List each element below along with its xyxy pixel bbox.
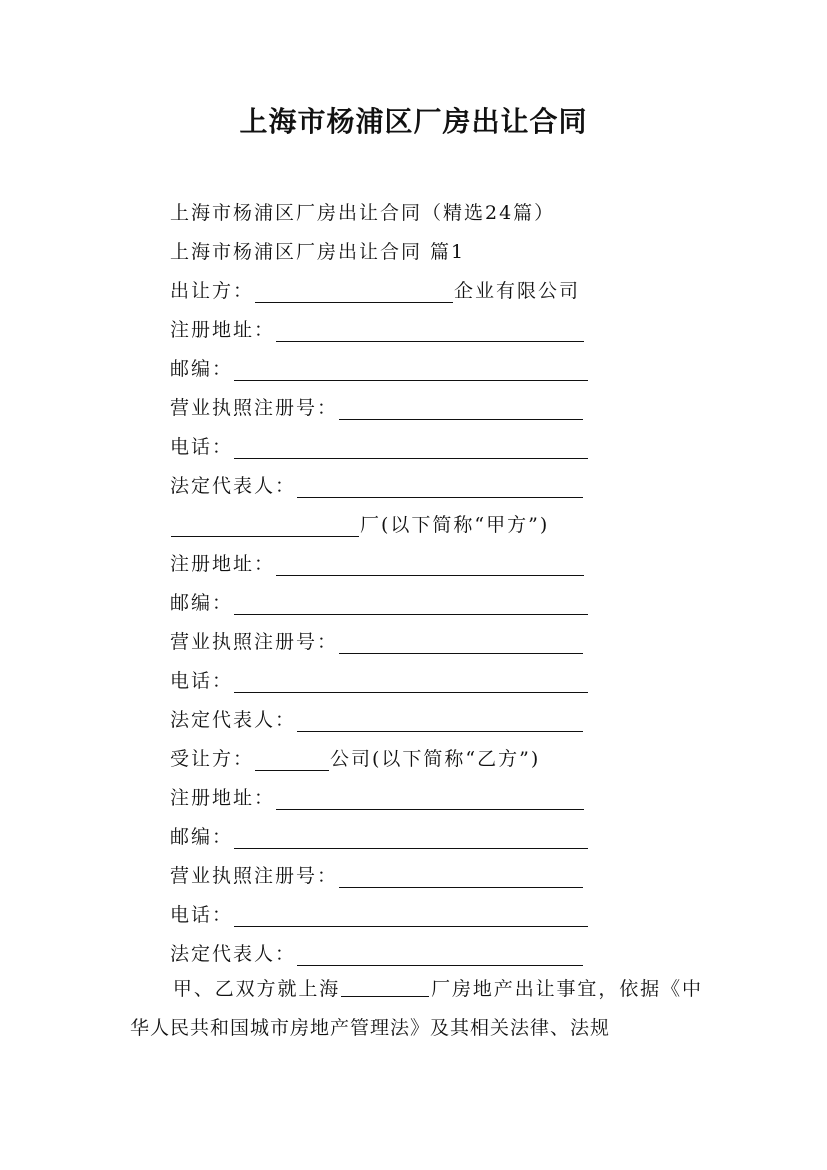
party-a-line [170, 510, 549, 537]
field-label: 营业执照注册号： [170, 631, 339, 653]
field-label: 电话： [170, 670, 234, 692]
party-b-line [170, 744, 540, 771]
field-label: 注册地址： [170, 787, 276, 809]
party-b-name-blank[interactable] [255, 749, 329, 771]
postcode-blank[interactable] [234, 359, 588, 381]
field-label: 电话： [170, 904, 234, 926]
transferor-name-blank[interactable] [255, 281, 453, 303]
party-a-license-line [170, 627, 584, 654]
transferor-license-line [170, 393, 584, 420]
document-title: 上海市杨浦区厂房出让合同 [239, 105, 588, 138]
party-b-rep-line [170, 939, 584, 966]
party-b-postcode-line [170, 822, 589, 849]
transferor-suffix: 企业有限公司 [454, 280, 581, 302]
license-blank[interactable] [339, 398, 583, 420]
subtitle-text: 上海市杨浦区厂房出让合同（精选24篇） [170, 202, 556, 224]
section-heading-text: 上海市杨浦区厂房出让合同 篇1 [170, 241, 466, 263]
party-a-postcode-line [170, 588, 589, 615]
postcode-blank[interactable] [234, 827, 588, 849]
license-blank[interactable] [339, 866, 583, 888]
rep-blank[interactable] [297, 944, 583, 966]
license-blank[interactable] [339, 632, 583, 654]
phone-blank[interactable] [234, 671, 588, 693]
field-label: 邮编： [170, 592, 234, 614]
party-b-suffix: 公司(以下简称“乙方”) [330, 748, 541, 770]
phone-blank[interactable] [234, 437, 588, 459]
postcode-blank[interactable] [234, 593, 588, 615]
phone-blank[interactable] [234, 905, 588, 927]
field-label: 营业执照注册号： [170, 865, 339, 887]
field-label: 营业执照注册号： [170, 397, 339, 419]
field-label: 法定代表人： [170, 475, 297, 497]
section-heading [170, 237, 465, 264]
field-label: 注册地址： [170, 319, 276, 341]
field-label: 电话： [170, 436, 234, 458]
party-a-phone-line [170, 666, 589, 693]
clause-paragraph [130, 970, 702, 1048]
rep-blank[interactable] [297, 476, 583, 498]
transferor-line [170, 276, 580, 303]
party-b-license-line [170, 861, 584, 888]
party-a-name-blank[interactable] [171, 515, 359, 537]
transferor-postcode-line [170, 354, 589, 381]
transferor-rep-line [170, 471, 584, 498]
party-b-address-line [170, 783, 585, 810]
party-a-suffix: 厂(以下简称“甲方”) [360, 514, 550, 536]
party-b-phone-line [170, 900, 589, 927]
field-label: 法定代表人： [170, 709, 297, 731]
party-a-address-line [170, 549, 585, 576]
address-blank[interactable] [276, 320, 584, 342]
field-label: 法定代表人： [170, 943, 297, 965]
field-label: 注册地址： [170, 553, 276, 575]
property-blank[interactable] [341, 977, 429, 997]
rep-blank[interactable] [297, 710, 583, 732]
document-subtitle [170, 198, 555, 225]
party-b-label: 受让方： [170, 748, 255, 770]
field-label: 邮编： [170, 826, 234, 848]
party-a-rep-line [170, 705, 584, 732]
clause-part1: 甲、乙双方就上海 [172, 978, 341, 1000]
transferor-label: 出让方： [170, 280, 255, 302]
transferor-address-line [170, 315, 585, 342]
address-blank[interactable] [276, 788, 584, 810]
clause-part2: 厂房地产出让事宜，依据《中华人民共和国城市房地产管理法》及其相关法律、法规 [130, 978, 702, 1039]
field-label: 邮编： [170, 358, 234, 380]
address-blank[interactable] [276, 554, 584, 576]
transferor-phone-line [170, 432, 589, 459]
